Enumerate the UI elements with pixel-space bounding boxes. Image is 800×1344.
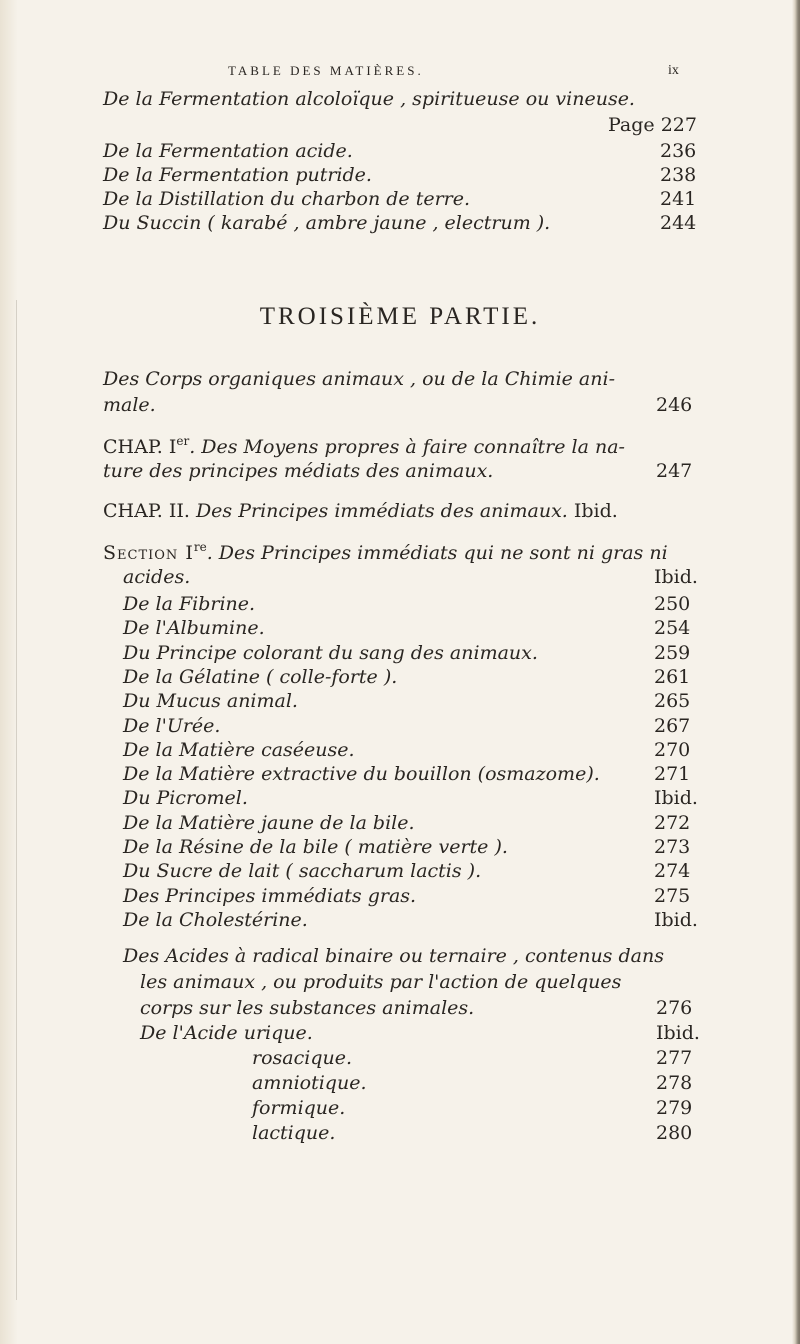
toc-entry-page: 265 — [654, 690, 691, 713]
toc-entry-title: amniotique. — [252, 1072, 367, 1094]
toc-entry-title: De la Matière caséeuse. — [123, 738, 355, 761]
toc-entry: De la Distillation du charbon de terre. 241 — [103, 188, 697, 210]
chapter-heading: ture des principes médiats des animaux. 247 — [103, 460, 693, 482]
toc-entry-page: 278 — [656, 1072, 693, 1094]
toc-entry-title: Du Sucre de lait ( saccharum lactis ). — [123, 860, 482, 883]
chapter-heading: CHAP. Ier. Des Moyens propres à faire connaître la na- — [103, 434, 625, 458]
toc-entry — [0, 1122, 800, 1156]
toc-entry-page: Ibid. — [654, 787, 698, 810]
toc-entry: Du Succin ( karabé , ambre jaune , electrum ). 244 — [103, 212, 697, 234]
toc-entry-title: rosacique. — [252, 1047, 353, 1069]
running-title: TABLE DES MATIÈRES. — [228, 63, 424, 78]
toc-entry: corps sur les substances animales. 276 — [140, 997, 693, 1019]
toc-entry-page: 273 — [654, 836, 691, 858]
toc-entry-page: 275 — [654, 884, 691, 907]
toc-entry-title: De l'Urée. — [123, 714, 221, 737]
toc-entry-title: lactique. — [252, 1122, 336, 1144]
running-header — [0, 63, 800, 83]
toc-entry-page: Ibid. — [656, 1022, 700, 1044]
toc-entry-page: 254 — [654, 617, 691, 640]
toc-entry-page: 259 — [654, 641, 691, 664]
toc-entry-page: 272 — [654, 811, 691, 834]
page-number: ix — [668, 63, 679, 78]
toc-entry-title: De la Cholestérine. — [123, 908, 308, 931]
toc-entry — [0, 909, 800, 943]
toc-entry-page: 250 — [654, 593, 691, 615]
toc-entry-page: 279 — [656, 1097, 693, 1119]
toc-entry-title: Du Mucus animal. — [123, 690, 298, 713]
toc-entry: De la Fermentation putride. 238 — [103, 164, 697, 186]
toc-entry: De la Fermentation alcoloïque , spiritueuse ou vineuse. — [103, 88, 635, 110]
toc-entry: Des Corps organiques animaux , ou de la Chimie ani- — [103, 368, 615, 390]
toc-entry: Des Acides à radical binaire ou ternaire , contenus dans — [123, 945, 664, 967]
toc-entry: male. 246 — [103, 394, 693, 416]
toc-entry-title: De la Matière jaune de la bile. — [123, 811, 415, 834]
toc-entry-page: 277 — [656, 1047, 693, 1069]
toc-entry-page: 274 — [654, 860, 691, 883]
toc-entry-title: De l'Acide urique. — [140, 1022, 313, 1044]
toc-entry-title: Du Principe colorant du sang des animaux. — [123, 641, 538, 664]
chapter-heading: CHAP. II. Des Principes immédiats des animaux. Ibid. — [103, 500, 618, 522]
toc-entry-title: Du Picromel. — [123, 787, 248, 810]
toc-entry-page: 271 — [654, 763, 691, 786]
toc-entry-title: De la Fibrine. — [123, 593, 256, 615]
toc-entry-page: 267 — [654, 714, 691, 737]
section-heading: Section Ire. Des Principes immédiats qui ne sont ni gras ni — [103, 540, 668, 564]
part-title: TROISIÈME PARTIE. — [259, 303, 541, 330]
section-heading: acides. Ibid. — [123, 566, 698, 588]
toc-entry-page: Ibid. — [654, 908, 698, 931]
toc-entry: les animaux , ou produits par l'action de quelques — [140, 971, 622, 993]
toc-entry: Page 227 — [608, 114, 697, 136]
toc-entry: De la Fermentation acide. 236 — [103, 140, 697, 162]
toc-entry-title: De l'Albumine. — [123, 617, 265, 640]
toc-entry-title: Des Principes immédiats gras. — [123, 884, 417, 907]
toc-entry-title: De la Gélatine ( colle-forte ). — [123, 665, 398, 688]
toc-entry-title: De la Résine de la bile ( matière verte ). — [123, 836, 508, 858]
toc-entry-page: 270 — [654, 738, 691, 761]
toc-entry-title: formique. — [252, 1097, 346, 1119]
toc-entry-title: De la Matière extractive du bouillon (osmazome). — [123, 763, 600, 786]
toc-entry-page: 261 — [654, 665, 691, 688]
toc-entry-page: 280 — [656, 1122, 693, 1144]
